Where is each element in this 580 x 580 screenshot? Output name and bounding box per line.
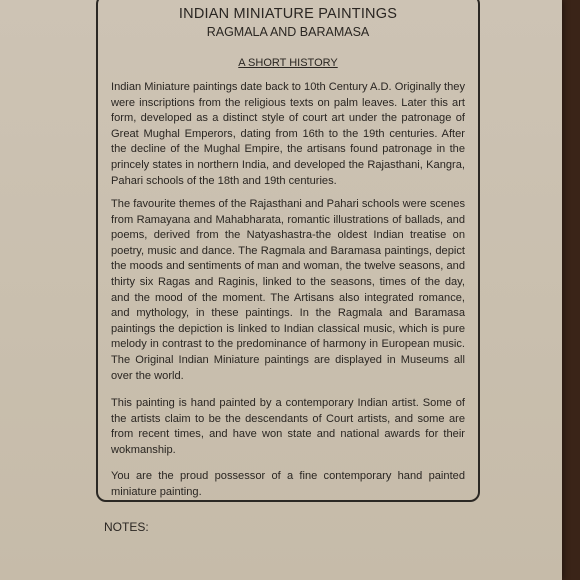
document-subtitle: RAGMALA AND BARAMASA: [206, 25, 370, 39]
paragraph-artist: This painting is hand painted by a contemporary Indian artist. Some of the artists claim to be the descendants of Court artists, and some are from recent times, and have won state and national awards for their wokmanship.: [111, 397, 465, 456]
paragraph-themes: The favourite themes of the Rajasthani and Pahari schools were scenes from Ramayana and Mahabharata, romantic illustrations of ballads, and poems, derived from the Natyashastra-the oldest Indian treatise on poetry, music and dance. The Ragmala and Baramasa paintings, depict the moods and sentiments of man and woman, the twelve seasons, and thirty six Ragas and Raginis, linked to the seasons, times of the day, and the mood of the moment. The Artisans also integrated romance, and mythology, in these paintings. In the Ragmala and Baramasa paintings the depiction is linked to Indian classical music, which is pure melody in contrast to the predominance of harmony in European music. The Original Indian Miniature paintings are displayed in Museums all over the world.: [111, 198, 465, 382]
paragraph-possessor: You are the proud possessor of a fine contemporary hand painted miniature painting.: [111, 470, 465, 498]
notes-label: NOTES:: [104, 520, 149, 534]
paragraph-history: Indian Miniature paintings date back to 10th Century A.D. Originally they were inscriptions from the religious texts on palm leaves. Later this art form, developed as a distinct style of court art under the patronage of Great Mughal Emperors, dating from 16th to the 19th centuries. After the decline of the Mughal Empire, the artisans found patronage in the princely states in northern India, and developed the Rajasthani, Kangra, Pahari schools of the 18th and 19th centuries.: [111, 81, 465, 187]
document-title: INDIAN MINIATURE PAINTINGS: [178, 6, 398, 22]
section-heading: [96, 57, 480, 69]
section-heading-text: A SHORT HISTORY: [238, 57, 338, 69]
